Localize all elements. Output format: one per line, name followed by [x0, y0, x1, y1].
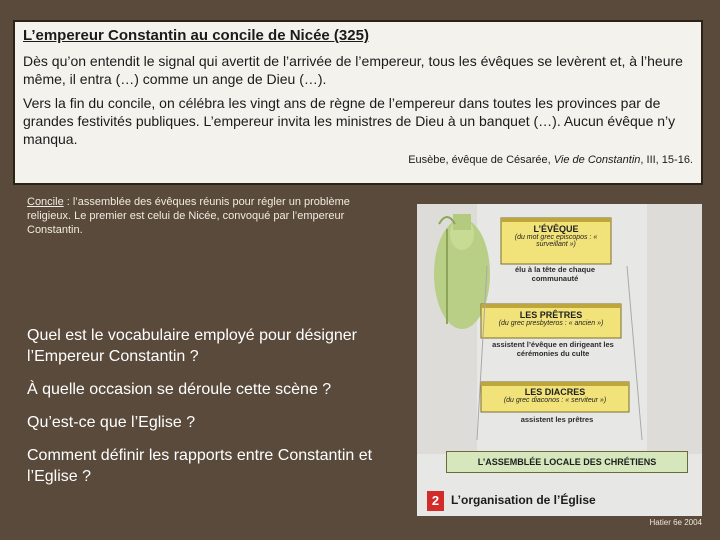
- tier-bishop: [503, 224, 609, 248]
- assembly-box: L’ASSEMBLÉE LOCALE DES CHRÉTIENS: [446, 451, 688, 473]
- source-ref: , III, 15-16.: [640, 154, 693, 166]
- definition-term: Concile: [27, 196, 64, 208]
- quote-source: [23, 154, 693, 166]
- tier-priests-role: assistent l’évêque en dirigeant les cérémonies du culte: [492, 340, 614, 358]
- tier-priests: [483, 310, 619, 327]
- source-work: Vie de Constantin: [553, 154, 641, 166]
- tier-deacons-role: assistent les prêtres: [520, 415, 594, 424]
- tier-bishop-head: L’ÉVÊQUE: [533, 224, 579, 234]
- questions-list: [27, 325, 387, 499]
- church-organisation-figure: [417, 204, 702, 516]
- tier-deacons-sub: (du grec diaconos : « serviteur »): [503, 397, 607, 404]
- quote-paragraph-1: Dès qu’on entendit le signal qui avertit de l’arrivée de l’empereur, tous les évêques se levèrent et, à l’heure même, il entra (…) comme un ange de Dieu (…).: [23, 53, 683, 87]
- tier-deacons-head: LES DIACRES: [524, 387, 586, 397]
- tier-bishop-role: élu à la tête de chaque communauté: [514, 265, 596, 283]
- quote-box: [13, 20, 703, 185]
- definition-note: [27, 195, 387, 237]
- tier-bishop-sub: (du mot grec episcopos : « surveillant »): [514, 234, 598, 248]
- source-author: Eusèbe, évêque de Césarée,: [408, 154, 554, 166]
- tier-deacons: [483, 387, 627, 404]
- quote-paragraph-2: Vers la fin du concile, on célébra les vingt ans de règne de l’empereur dans toutes les provinces par de grandes festivités publiques. L’empereur invita les ministres de Dieu à un banquet (…). Aucun évêque n’y manqua.: [23, 95, 676, 147]
- quote-title: L’empereur Constantin au concile de Nicée (325): [23, 27, 369, 44]
- tier-priests-sub: (du grec presbyteros : « ancien »): [498, 320, 604, 327]
- figure-caption: L’organisation de l’Église: [451, 493, 596, 507]
- question-2: À quelle occasion se déroule cette scène ?: [27, 381, 332, 398]
- question-3: Qu’est-ce que l’Eglise ?: [27, 414, 196, 431]
- definition-text: : l’assemblée des évêques réunis pour régler un problème religieux. Le premier est celui de Nicée, convoqué par l’empereur Constantin.: [27, 196, 350, 236]
- question-4: Comment définir les rapports entre Constantin et l’Eglise ?: [27, 447, 373, 485]
- footer-credit: Hatier 6e 2004: [649, 518, 702, 527]
- question-1: Quel est le vocabulaire employé pour désigner l’Empereur Constantin ?: [27, 327, 357, 365]
- caption-number-badge: 2: [427, 491, 444, 511]
- tier-priests-head: LES PRÊTRES: [519, 310, 583, 320]
